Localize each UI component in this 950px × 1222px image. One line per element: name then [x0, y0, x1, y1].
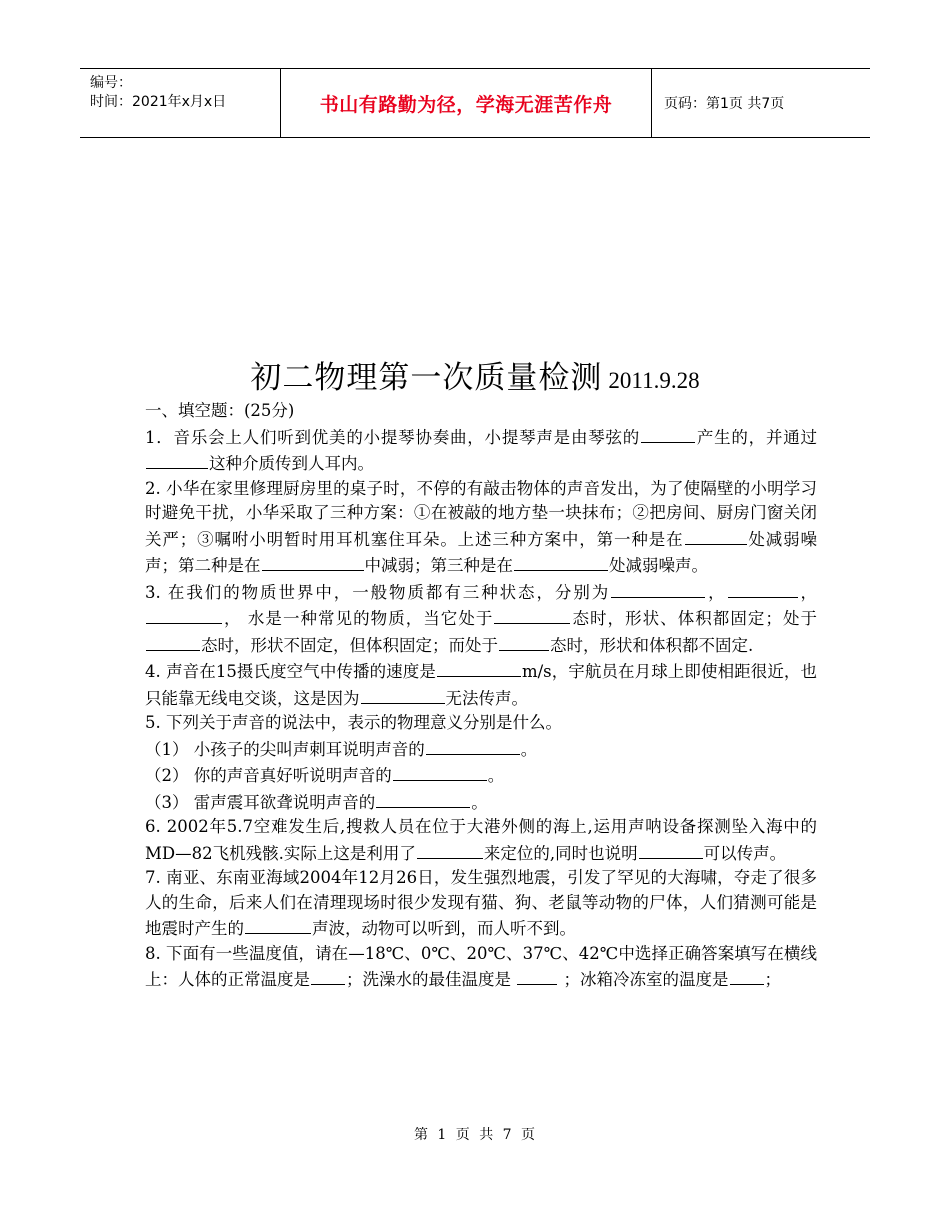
- question-4: 4. 声音在15摄氏度空气中传播的速度是 m/s，宇航员在月球上即使相距很近，也只能靠无线电交谈，这是因为 无法传声。: [145, 658, 817, 711]
- answer-blank[interactable]: [639, 840, 703, 859]
- answer-blank[interactable]: [361, 685, 445, 704]
- question-5-stem: 5. 下列关于声音的说法中，表示的物理意义分别是什么。: [145, 713, 562, 732]
- document-header: [80, 68, 870, 138]
- number-label: 编号：: [90, 75, 132, 91]
- answer-blank[interactable]: [417, 840, 483, 859]
- answer-blank[interactable]: [730, 966, 764, 985]
- exam-body: [145, 399, 817, 993]
- question-5-item: （2） 你的声音真好听说明声音的 。: [145, 762, 817, 789]
- question-1: 1．音乐会上人们听到优美的小提琴协奏曲，小提琴声是由琴弦的 产生的，并通过这种介质传到人耳内。: [145, 424, 817, 477]
- answer-blank[interactable]: [641, 424, 695, 443]
- header-page-info: 页码：第1页 共7页: [664, 96, 785, 112]
- page-footer: 第 1 页 共 7 页: [413, 1127, 537, 1143]
- answer-blank[interactable]: [146, 632, 200, 651]
- question-5-item: （1） 小孩子的尖叫声刺耳说明声音的 。: [145, 736, 817, 763]
- answer-blank[interactable]: [262, 552, 364, 571]
- question-6: 6. 2002年5.7空难发生后,搜救人员在位于大港外侧的海上,运用声呐设备探测坠入海中的MD—82飞机残骸.实际上这是利用了 来定位的,同时也说明 可以传声。: [145, 817, 817, 863]
- answer-blank[interactable]: [517, 966, 557, 985]
- header-meta: [80, 69, 280, 137]
- question-8: 8. 下面有一些温度值，请在—18℃、0℃、20℃、37℃、42℃中选择正确答案填写在横线上：人体的正常温度是 ；洗澡水的最佳温度是 ；冰箱冷冻室的温度是 ；: [145, 943, 817, 989]
- answer-blank[interactable]: [514, 552, 608, 571]
- answer-blank[interactable]: [499, 632, 549, 651]
- answer-blank[interactable]: [685, 526, 747, 545]
- question-5-item: （3） 雷声震耳欲聋说明声音的 。: [145, 789, 817, 816]
- answer-blank[interactable]: [611, 579, 705, 598]
- answer-blank[interactable]: [494, 605, 570, 624]
- question-3: 3. 在我们的物质世界中，一般物质都有三种状态，分别为 ， ，， 水是一种常见的物质，当它处于 态时，形状、体积都固定；处于态时，形状不固定，但体积固定；而处于 态时，形状和体积都不固定.: [145, 579, 817, 659]
- section-heading: 一、填空题：(25分): [145, 401, 295, 420]
- answer-blank[interactable]: [437, 658, 521, 677]
- question-7: 7. 南亚、东南亚海域2004年12月26日，发生强烈地震，引发了罕见的大海啸，夺走了很多人的生命，后来人们在清理现场时很少发现有猫、狗、老鼠等动物的尸体，人们猜测可能是地震时产生的 声波，动物可以听到，而人听不到。: [145, 868, 817, 938]
- answer-blank[interactable]: [146, 450, 208, 469]
- header-motto-cell: [280, 69, 652, 137]
- title-main: 初二物理第一次质量检测: [250, 360, 603, 396]
- answer-blank[interactable]: [728, 579, 798, 598]
- header-motto: 书山有路勤为径，学海无涯苦作舟: [319, 93, 613, 116]
- exam-title: [0, 352, 950, 397]
- date-label: 时间：2021年x月x日: [90, 94, 227, 110]
- answer-blank[interactable]: [376, 789, 470, 808]
- answer-blank[interactable]: [393, 762, 487, 781]
- answer-blank[interactable]: [311, 966, 345, 985]
- answer-blank[interactable]: [245, 915, 311, 934]
- question-2: 2. 小华在家里修理厨房里的桌子时，不停的有敲击物体的声音发出，为了使隔壁的小明学习时避免干扰，小华采取了三种方案：①在被敲的地方垫一块抹布；②把房间、厨房门窗关闭关严；③嘱咐小明暂时用耳机塞住耳朵。上述三种方案中，第一种是在 处减弱噪声；第二种是在 中减弱；第三种是在 处减弱噪声。: [145, 478, 818, 575]
- answer-blank[interactable]: [146, 605, 222, 624]
- answer-blank[interactable]: [426, 736, 520, 755]
- title-date: 2011.9.28: [608, 368, 700, 393]
